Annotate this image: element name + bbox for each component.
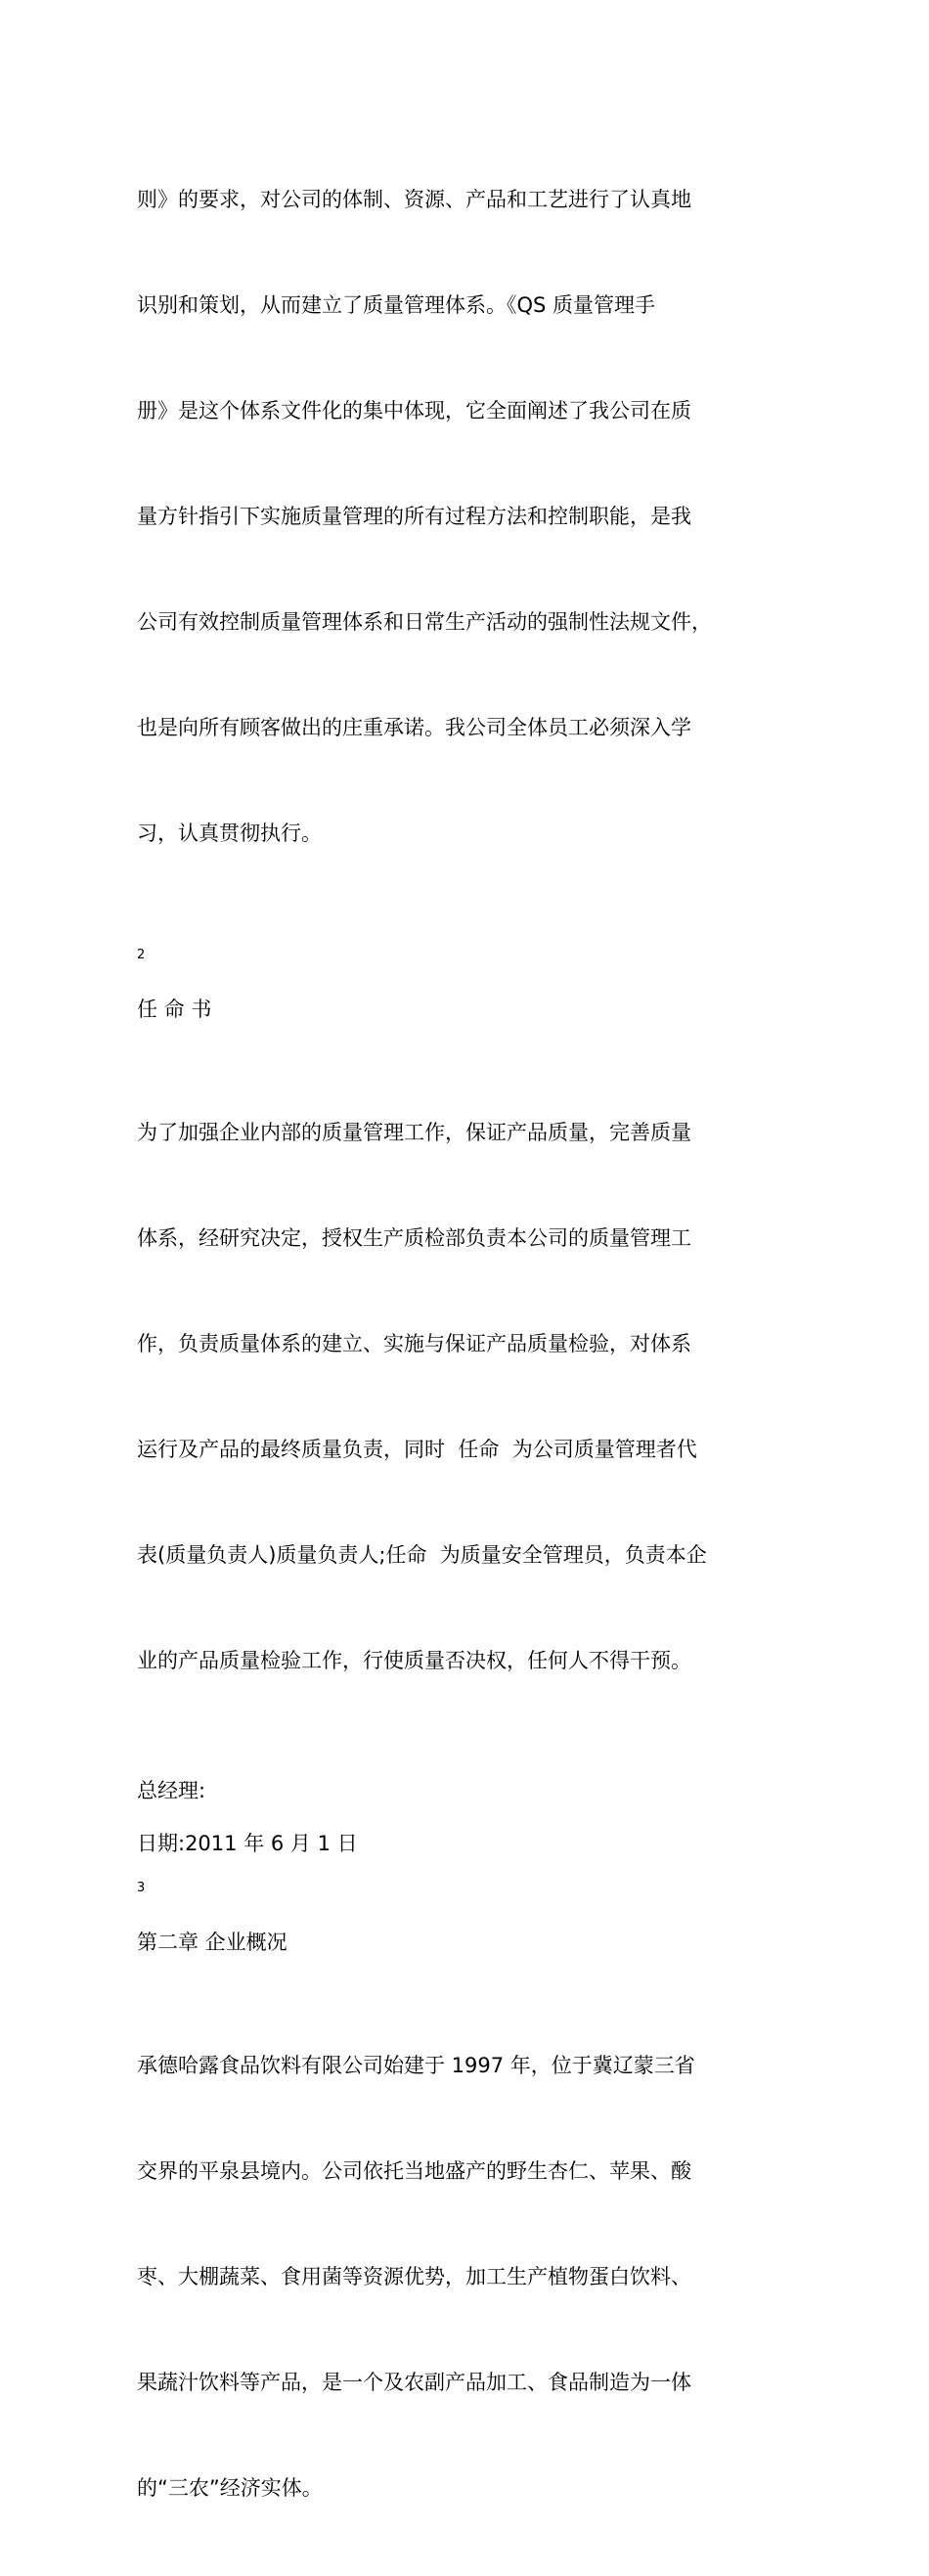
text-line: 作，负责质量体系的建立、实施与保证产品质量检验，对体系: [137, 1332, 691, 1355]
page-number: 3: [137, 1881, 146, 1895]
intro-paragraph: [137, 111, 802, 921]
appointment-title: 任 命 书: [137, 998, 212, 1021]
document-page: [137, 111, 802, 2576]
company-overview-paragraph: [137, 1977, 802, 2576]
text-line: 承德哈露食品饮料有限公司始建于 1997 年，位于冀辽蒙三省: [137, 2054, 695, 2077]
general-manager-label: 总经理:: [137, 1779, 206, 1802]
text-line: 公司有效控制质量管理体系和日常生产活动的强制性法规文件，: [137, 610, 712, 634]
text-line: 册》是这个体系文件化的集中体现，它全面阐述了我公司在质: [137, 399, 691, 422]
text-line: 为了加强企业内部的质量管理工作，保证产品质量，完善质量: [137, 1121, 691, 1144]
text-line: 果蔬汁饮料等产品，是一个及农副产品加工、食品制造为一体: [137, 2371, 691, 2394]
date-line: 日期:2011 年 6 月 1 日: [137, 1832, 358, 1855]
text-line: 识别和策划，从而建立了质量管理体系。《QS 质量管理手: [137, 293, 656, 317]
text-line: 体系，经研究决定，授权生产质检部负责本公司的质量管理工: [137, 1226, 691, 1250]
page-number: 2: [137, 948, 146, 962]
text-line: 的“三农”经济实体。: [137, 2476, 323, 2500]
appointment-paragraph: [137, 1044, 802, 1749]
text-line: 交界的平泉县境内。公司依托当地盛产的野生杏仁、苹果、酸: [137, 2159, 691, 2183]
chapter-title: 第二章 企业概况: [137, 1931, 288, 1954]
text-line: 业的产品质量检验工作，行使质量否决权，任何人不得干预。: [137, 1649, 691, 1672]
text-line: 习，认真贯彻执行。: [137, 822, 322, 845]
text-line: 枣、大棚蔬菜、食用菌等资源优势，加工生产植物蛋白饮料、: [137, 2265, 691, 2288]
text-line: 表(质量负责人)质量负责人;任命 为质量安全管理员，负责本企: [137, 1543, 707, 1567]
text-line: 量方针指引下实施质量管理的所有过程方法和控制职能，是我: [137, 505, 691, 528]
text-line: 运行及产品的最终质量负责，同时 任命 为公司质量管理者代: [137, 1438, 697, 1461]
text-line: 也是向所有顾客做出的庄重承诺。我公司全体员工必须深入学: [137, 716, 691, 739]
text-line: 则》的要求，对公司的体制、资源、产品和工艺进行了认真地: [137, 188, 691, 211]
